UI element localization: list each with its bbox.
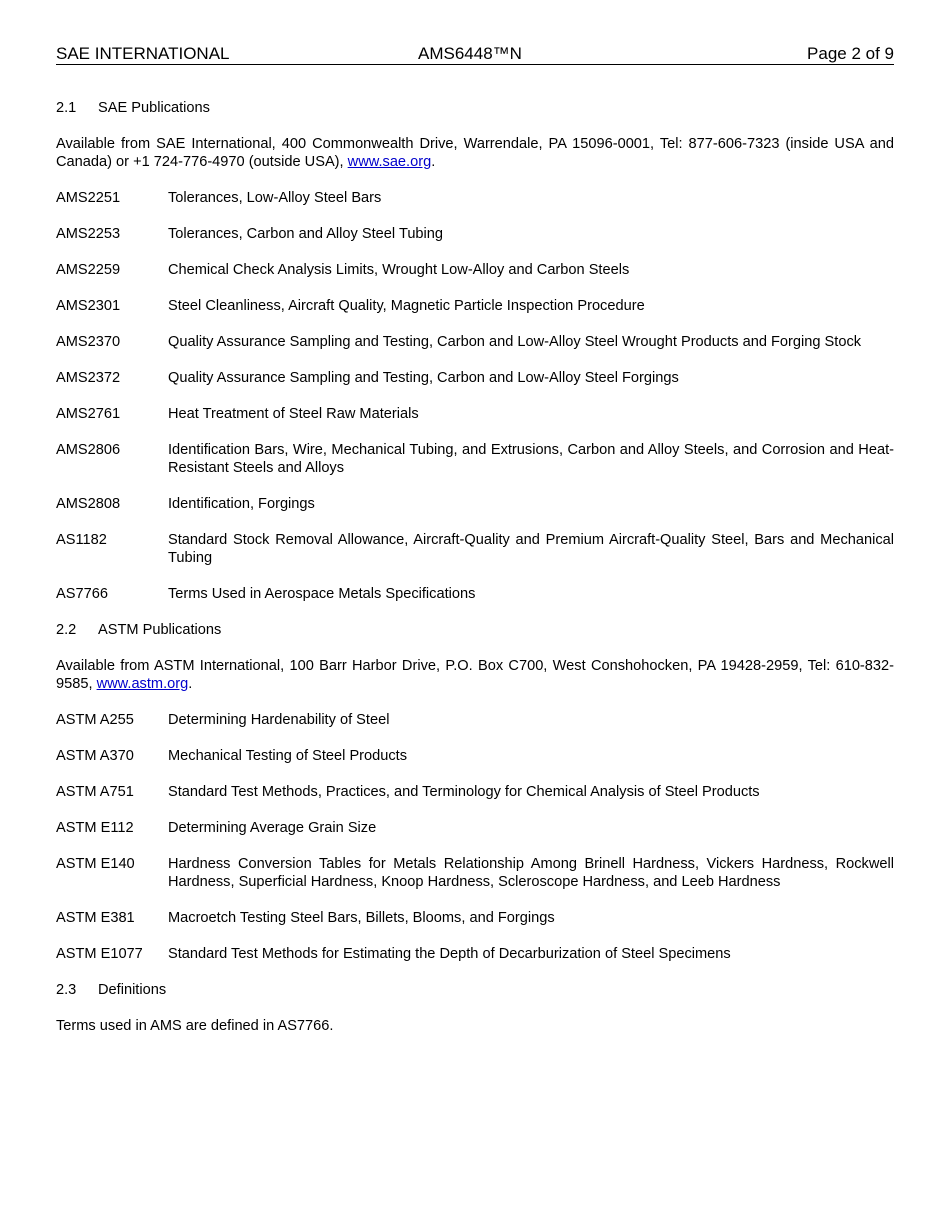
section-title: SAE Publications bbox=[98, 100, 210, 116]
paragraph-text: Available from SAE International, 400 Commonwealth Drive, Warrendale, PA 15096-0001, Tel: 877-606-7323 (inside USA and Canada) or +1 724-776-4970 (outside USA), bbox=[56, 136, 894, 170]
astm-website-link[interactable]: www.astm.org bbox=[96, 676, 189, 692]
reference-item bbox=[56, 585, 894, 603]
reference-item bbox=[56, 261, 894, 279]
reference-title: Mechanical Testing of Steel Products bbox=[168, 748, 408, 764]
reference-item bbox=[56, 711, 894, 729]
reference-title: Standard Test Methods for Estimating the Depth of Decarburization of Steel Specimens bbox=[168, 946, 731, 962]
reference-code: AS7766 bbox=[56, 586, 108, 602]
reference-item bbox=[56, 531, 894, 567]
reference-code: AMS2259 bbox=[56, 262, 121, 278]
reference-title: Quality Assurance Sampling and Testing, Carbon and Low-Alloy Steel Wrought Products and Forging Stock bbox=[168, 334, 862, 350]
reference-title: Identification Bars, Wire, Mechanical Tubing, and Extrusions, Carbon and Alloy Steels, and Corrosion and Heat-Resistant Steels and Alloys bbox=[168, 442, 894, 476]
reference-code: AMS2372 bbox=[56, 370, 121, 386]
reference-title: Hardness Conversion Tables for Metals Relationship Among Brinell Hardness, Vickers Hardness, Rockwell Hardness, Superficial Hardness, Knoop Hardness, Scleroscope Hardness, and Leeb Hardness bbox=[168, 856, 894, 890]
astm-availability-paragraph bbox=[56, 657, 894, 693]
reference-item bbox=[56, 495, 894, 513]
reference-item bbox=[56, 819, 894, 837]
sae-availability-paragraph bbox=[56, 135, 894, 171]
section-heading-2-1 bbox=[56, 99, 894, 117]
document-content bbox=[56, 99, 894, 1035]
reference-code: AMS2301 bbox=[56, 298, 121, 314]
reference-code: AMS2253 bbox=[56, 226, 121, 242]
section-number: 2.2 bbox=[56, 622, 77, 638]
reference-code: AMS2251 bbox=[56, 190, 121, 206]
paragraph-text: Available from ASTM International, 100 Barr Harbor Drive, P.O. Box C700, West Conshohocken, PA 19428-2959, Tel: 610-832-9585, bbox=[56, 658, 894, 692]
reference-title: Standard Test Methods, Practices, and Terminology for Chemical Analysis of Steel Products bbox=[168, 784, 760, 800]
reference-code: AS1182 bbox=[56, 532, 107, 548]
section-heading-2-2 bbox=[56, 621, 894, 639]
sae-reference-list bbox=[56, 189, 894, 603]
reference-title: Terms Used in Aerospace Metals Specifications bbox=[168, 586, 476, 602]
reference-code: AMS2370 bbox=[56, 334, 121, 350]
reference-item bbox=[56, 747, 894, 765]
header-organization: SAE INTERNATIONAL bbox=[56, 44, 230, 63]
header-page-number: Page 2 of 9 bbox=[807, 44, 894, 63]
reference-item bbox=[56, 333, 894, 351]
page-header bbox=[56, 44, 894, 65]
reference-item bbox=[56, 945, 894, 963]
reference-item bbox=[56, 405, 894, 423]
document-page bbox=[56, 44, 894, 1035]
reference-title: Macroetch Testing Steel Bars, Billets, Blooms, and Forgings bbox=[168, 910, 555, 926]
reference-title: Tolerances, Carbon and Alloy Steel Tubing bbox=[168, 226, 444, 242]
reference-code: ASTM A370 bbox=[56, 748, 134, 764]
reference-code: ASTM A255 bbox=[56, 712, 134, 728]
reference-title: Identification, Forgings bbox=[168, 496, 315, 512]
reference-item bbox=[56, 909, 894, 927]
section-title: Definitions bbox=[98, 982, 167, 998]
reference-title: Steel Cleanliness, Aircraft Quality, Magnetic Particle Inspection Procedure bbox=[168, 298, 645, 314]
astm-reference-list bbox=[56, 711, 894, 963]
section-heading-2-3 bbox=[56, 981, 894, 999]
reference-item bbox=[56, 855, 894, 891]
reference-item bbox=[56, 441, 894, 477]
reference-code: ASTM A751 bbox=[56, 784, 134, 800]
reference-item bbox=[56, 297, 894, 315]
reference-title: Heat Treatment of Steel Raw Materials bbox=[168, 406, 419, 422]
section-number: 2.1 bbox=[56, 100, 77, 116]
section-title: ASTM Publications bbox=[98, 622, 222, 638]
reference-title: Quality Assurance Sampling and Testing, Carbon and Low-Alloy Steel Forgings bbox=[168, 370, 679, 386]
reference-code: AMS2808 bbox=[56, 496, 121, 512]
reference-code: ASTM E112 bbox=[56, 820, 134, 836]
definitions-paragraph: Terms used in AMS are defined in AS7766. bbox=[56, 1018, 334, 1034]
reference-code: ASTM E381 bbox=[56, 910, 135, 926]
paragraph-end: . bbox=[188, 676, 193, 692]
reference-item bbox=[56, 189, 894, 207]
sae-website-link[interactable]: www.sae.org bbox=[347, 154, 432, 170]
reference-code: ASTM E140 bbox=[56, 856, 135, 872]
reference-title: Determining Average Grain Size bbox=[168, 820, 377, 836]
reference-item bbox=[56, 369, 894, 387]
reference-title: Chemical Check Analysis Limits, Wrought Low-Alloy and Carbon Steels bbox=[168, 262, 630, 278]
reference-item bbox=[56, 783, 894, 801]
reference-code: AMS2806 bbox=[56, 442, 121, 458]
reference-title: Tolerances, Low-Alloy Steel Bars bbox=[168, 190, 382, 206]
section-number: 2.3 bbox=[56, 982, 77, 998]
reference-item bbox=[56, 225, 894, 243]
reference-code: ASTM E1077 bbox=[56, 946, 143, 962]
reference-title: Standard Stock Removal Allowance, Aircraft-Quality and Premium Aircraft-Quality Steel, Bars and Mechanical Tubing bbox=[168, 532, 894, 566]
reference-code: AMS2761 bbox=[56, 406, 121, 422]
paragraph-end: . bbox=[431, 154, 436, 170]
header-document-number: AMS6448™N bbox=[418, 44, 522, 63]
reference-title: Determining Hardenability of Steel bbox=[168, 712, 390, 728]
